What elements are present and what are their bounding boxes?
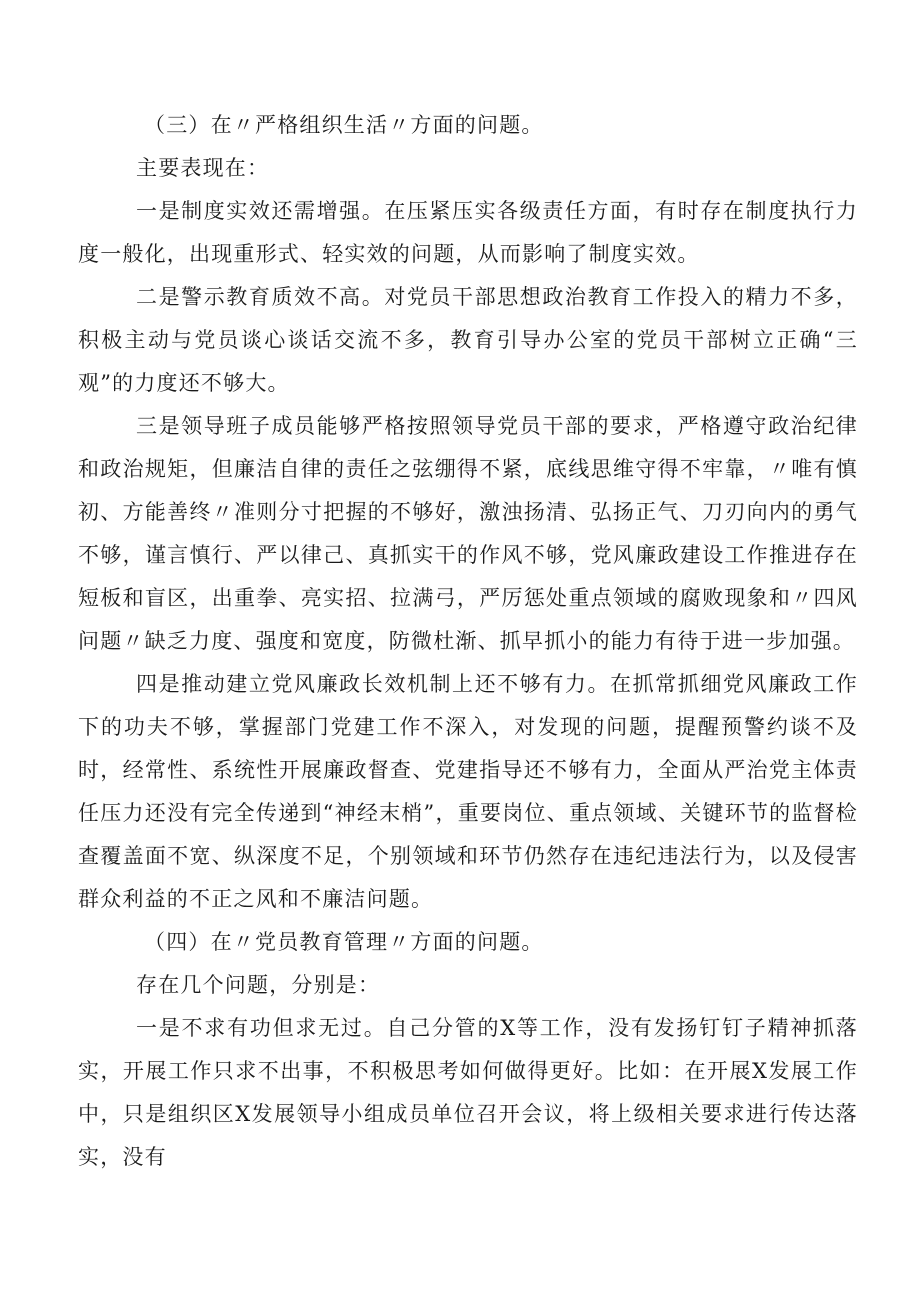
document-page (78, 104, 858, 1179)
section-heading-4: （四）在〃党员教育管理〃方面的问题。 (144, 930, 544, 954)
section-intro-3: 主要表现在： (136, 156, 270, 180)
paragraph-item-4-1: 一是不求有功但求无过。自己分管的X等工作，没有发扬钉钉子精神抓落实，开展工作只求不出事，不积极思考如何做得更好。比如：在开展X发展工作中，只是组织区X发展领导小组成员单位召开会议，将上级相关要求进行传达落实，没有 (78, 1016, 858, 1169)
paragraph-item-3-2: 二是警示教育质效不高。对党员干部思想政治教育工作投入的精力不多，积极主动与党员谈心谈话交流不多，教育引导办公室的党员干部树立正确“三观”的力度还不够大。 (78, 285, 858, 395)
paragraph-item-3-4: 四是推动建立党风廉政长效机制上还不够有力。在抓常抓细党风廉政工作下的功夫不够，掌握部门党建工作不深入，对发现的问题，提醒预警约谈不及时，经常性、系统性开展廉政督查、党建指导还不够有力，全面从严治党主体责任压力还没有完全传递到“神经末梢”，重要岗位、重点领域、关键环节的监督检查覆盖面不宽、纵深度不足，个别领域和环节仍然存在违纪违法行为，以及侵害群众利益的不正之风和不廉洁问题。 (78, 672, 858, 911)
paragraph-item-3-3: 三是领导班子成员能够严格按照领导党员干部的要求，严格遵守政治纪律和政治规矩，但廉洁自律的责任之弦绷得不紧，底线思维守得不牢靠，〃唯有慎初、方能善终〃准则分寸把握的不够好，激浊扬清、弘扬正气、刀刃向内的勇气不够，谨言慎行、严以律己、真抓实干的作风不够，党风廉政建设工作推进存在短板和盲区，出重拳、亮实招、拉满弓，严厉惩处重点领域的腐败现象和〃四风问题〃缺乏力度、强度和宽度，防微杜渐、抓早抓小的能力有待于进一步加强。 (78, 414, 858, 653)
section-heading-3: （三）在〃严格组织生活〃方面的问题。 (144, 113, 544, 137)
paragraph-item-3-1: 一是制度实效还需增强。在压紧压实各级责任方面，有时存在制度执行力度一般化，出现重形式、轻实效的问题，从而影响了制度实效。 (78, 199, 858, 266)
section-intro-4: 存在几个问题，分别是： (136, 973, 381, 997)
